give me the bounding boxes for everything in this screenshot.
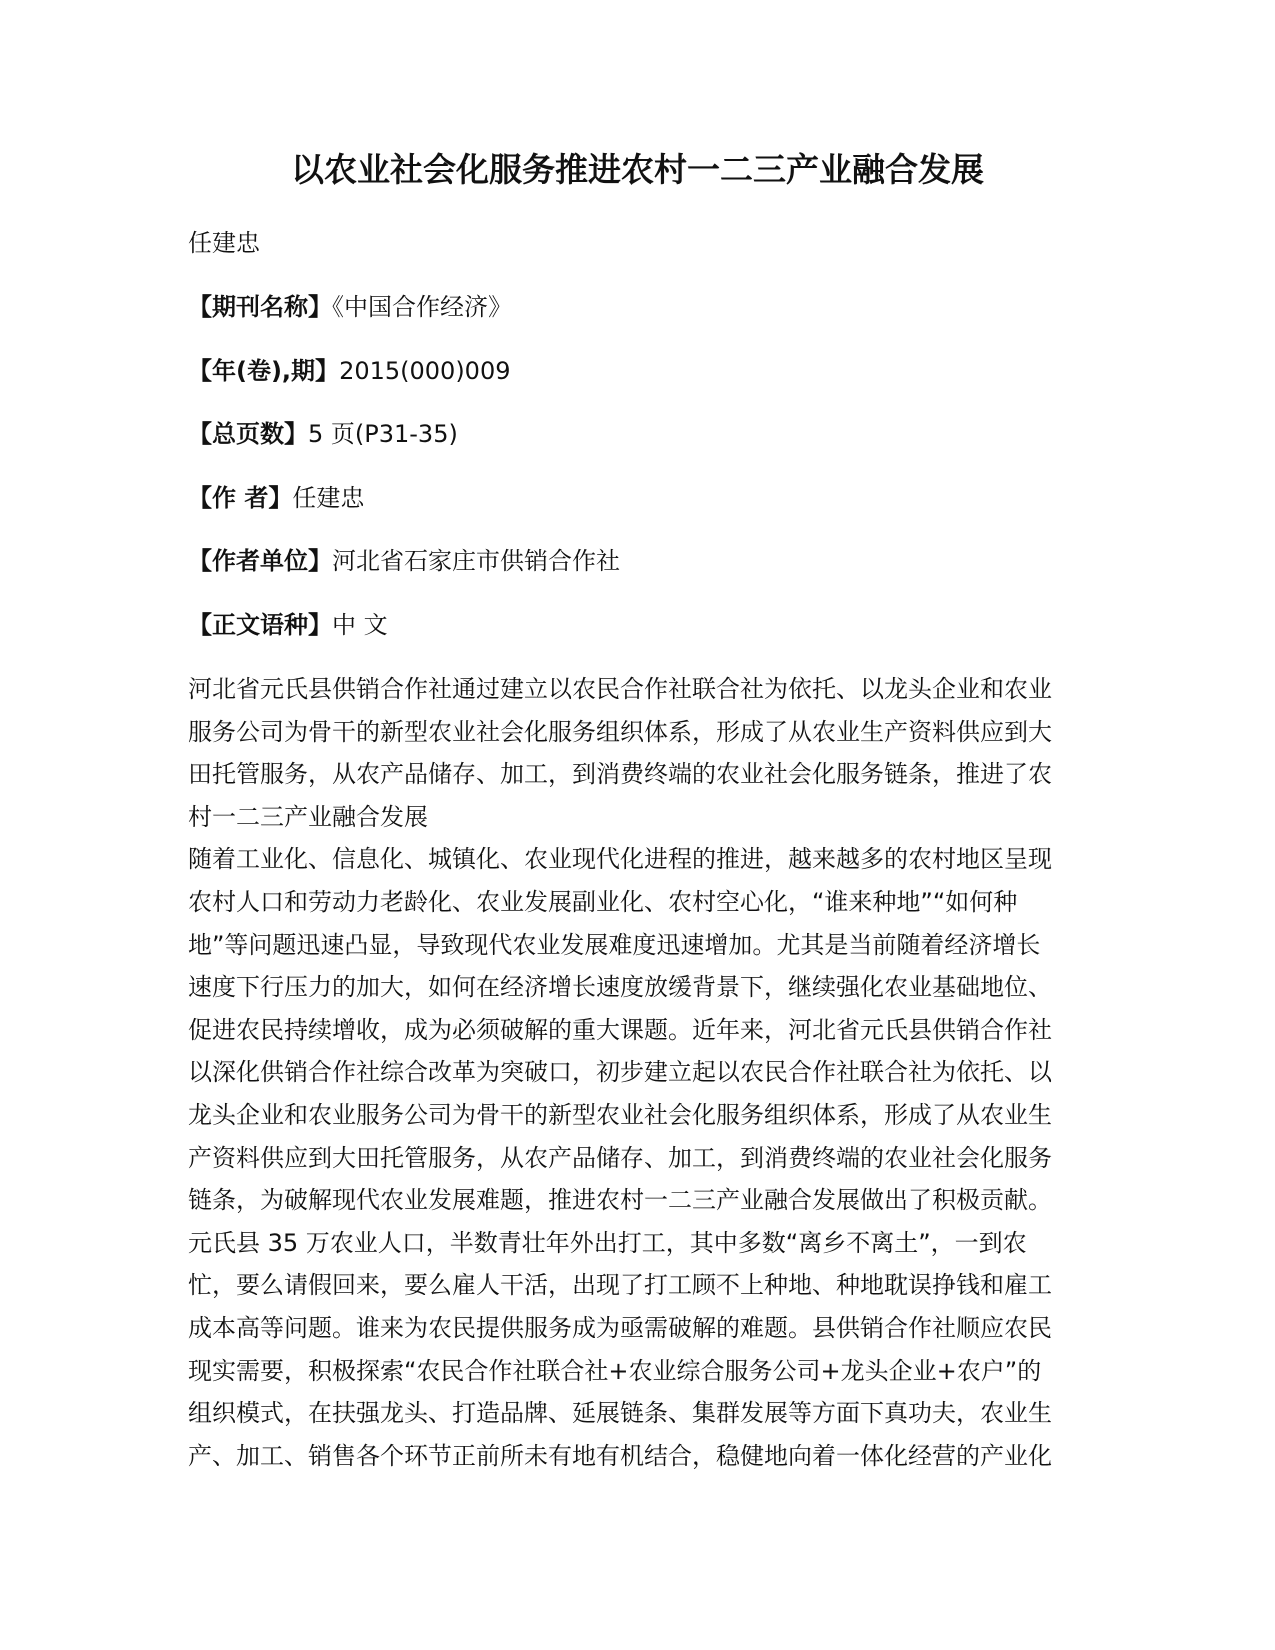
- meta-row-language: [188, 608, 1088, 672]
- meta-label: 【总页数】: [188, 420, 308, 449]
- meta-label: 【作 者】: [188, 483, 293, 512]
- text-line: 链条，为破解现代农业发展难题，推进农村一二三产业融合发展做出了积极贡献。: [188, 1186, 1052, 1215]
- body-text: [188, 668, 1093, 1477]
- text-line: 组织模式，在扶强龙头、打造品牌、延展链条、集群发展等方面下真功夫，农业生: [188, 1399, 1052, 1428]
- meta-value: 《中国合作经济》: [332, 293, 512, 321]
- text-line: 村一二三产业融合发展: [188, 802, 428, 831]
- meta-row-volume-issue: [188, 354, 1088, 418]
- text-line: 产、加工、销售各个环节正前所未有地有机结合，稳健地向着一体化经营的产业化: [188, 1441, 1052, 1470]
- meta-label: 【期刊名称】: [188, 293, 332, 321]
- text-line: 现实需要，积极探索“农民合作社联合社+农业综合服务公司+龙头企业+农户”的: [188, 1356, 1042, 1385]
- author-line: 任建忠: [188, 229, 260, 257]
- text-line: 服务公司为骨干的新型农业社会化服务组织体系，形成了从农业生产资料供应到大: [188, 717, 1052, 746]
- text-line: 促进农民持续增收，成为必须破解的重大课题。近年来，河北省元氏县供销合作社: [188, 1015, 1052, 1044]
- meta-value: 2015(000)009: [339, 356, 511, 385]
- text-line: 河北省元氏县供销合作社通过建立以农民合作社联合社为依托、以龙头企业和农业: [188, 675, 1052, 703]
- metadata-block: [188, 290, 1088, 672]
- text-line: 地”等问题迅速凸显，导致现代农业发展难度迅速增加。尤其是当前随着经济增长: [188, 930, 1041, 959]
- text-line: 田托管服务，从农产品储存、加工，到消费终端的农业社会化服务链条，推进了农: [188, 760, 1052, 789]
- meta-label: 【作者单位】: [188, 547, 332, 576]
- document-title: 以农业社会化服务推进农村一二三产业融合发展: [291, 150, 984, 189]
- meta-row-affiliation: [188, 544, 1088, 608]
- meta-row-pages: [188, 417, 1088, 481]
- meta-value: 任建忠: [292, 483, 365, 512]
- text-line: 产资料供应到大田托管服务，从农产品储存、加工，到消费终端的农业社会化服务: [188, 1143, 1052, 1172]
- meta-label: 【年(卷),期】: [188, 356, 340, 385]
- text-line: 以深化供销合作社综合改革为突破口，初步建立起以农民合作社联合社为依托、以: [188, 1058, 1052, 1087]
- text-line: 成本高等问题。谁来为农民提供服务成为亟需破解的难题。县供销合作社顺应农民: [188, 1313, 1052, 1342]
- text-line: 随着工业化、信息化、城镇化、农业现代化进程的推进，越来越多的农村地区呈现: [188, 845, 1052, 874]
- meta-value: 河北省石家庄市供销合作社: [332, 547, 620, 576]
- text-line: 龙头企业和农业服务公司为骨干的新型农业社会化服务组织体系，形成了从农业生: [188, 1100, 1052, 1129]
- meta-row-author: [188, 481, 1088, 545]
- text-line: 农村人口和劳动力老龄化、农业发展副业化、农村空心化，“谁来种地”“如何种: [188, 887, 1018, 916]
- text-line: 速度下行压力的加大，如何在经济增长速度放缓背景下，继续强化农业基础地位、: [188, 973, 1052, 1002]
- meta-label: 【正文语种】: [188, 610, 332, 639]
- meta-value: 中 文: [332, 610, 388, 639]
- meta-value: 5 页(P31-35): [308, 420, 458, 449]
- text-line: 元氏县 35 万农业人口，半数青壮年外出打工，其中多数“离乡不离土”，一到农: [188, 1228, 1027, 1257]
- meta-row-journal: [188, 290, 1088, 354]
- text-line: 忙，要么请假回来，要么雇人干活，出现了打工顾不上种地、种地耽误挣钱和雇工: [188, 1271, 1052, 1300]
